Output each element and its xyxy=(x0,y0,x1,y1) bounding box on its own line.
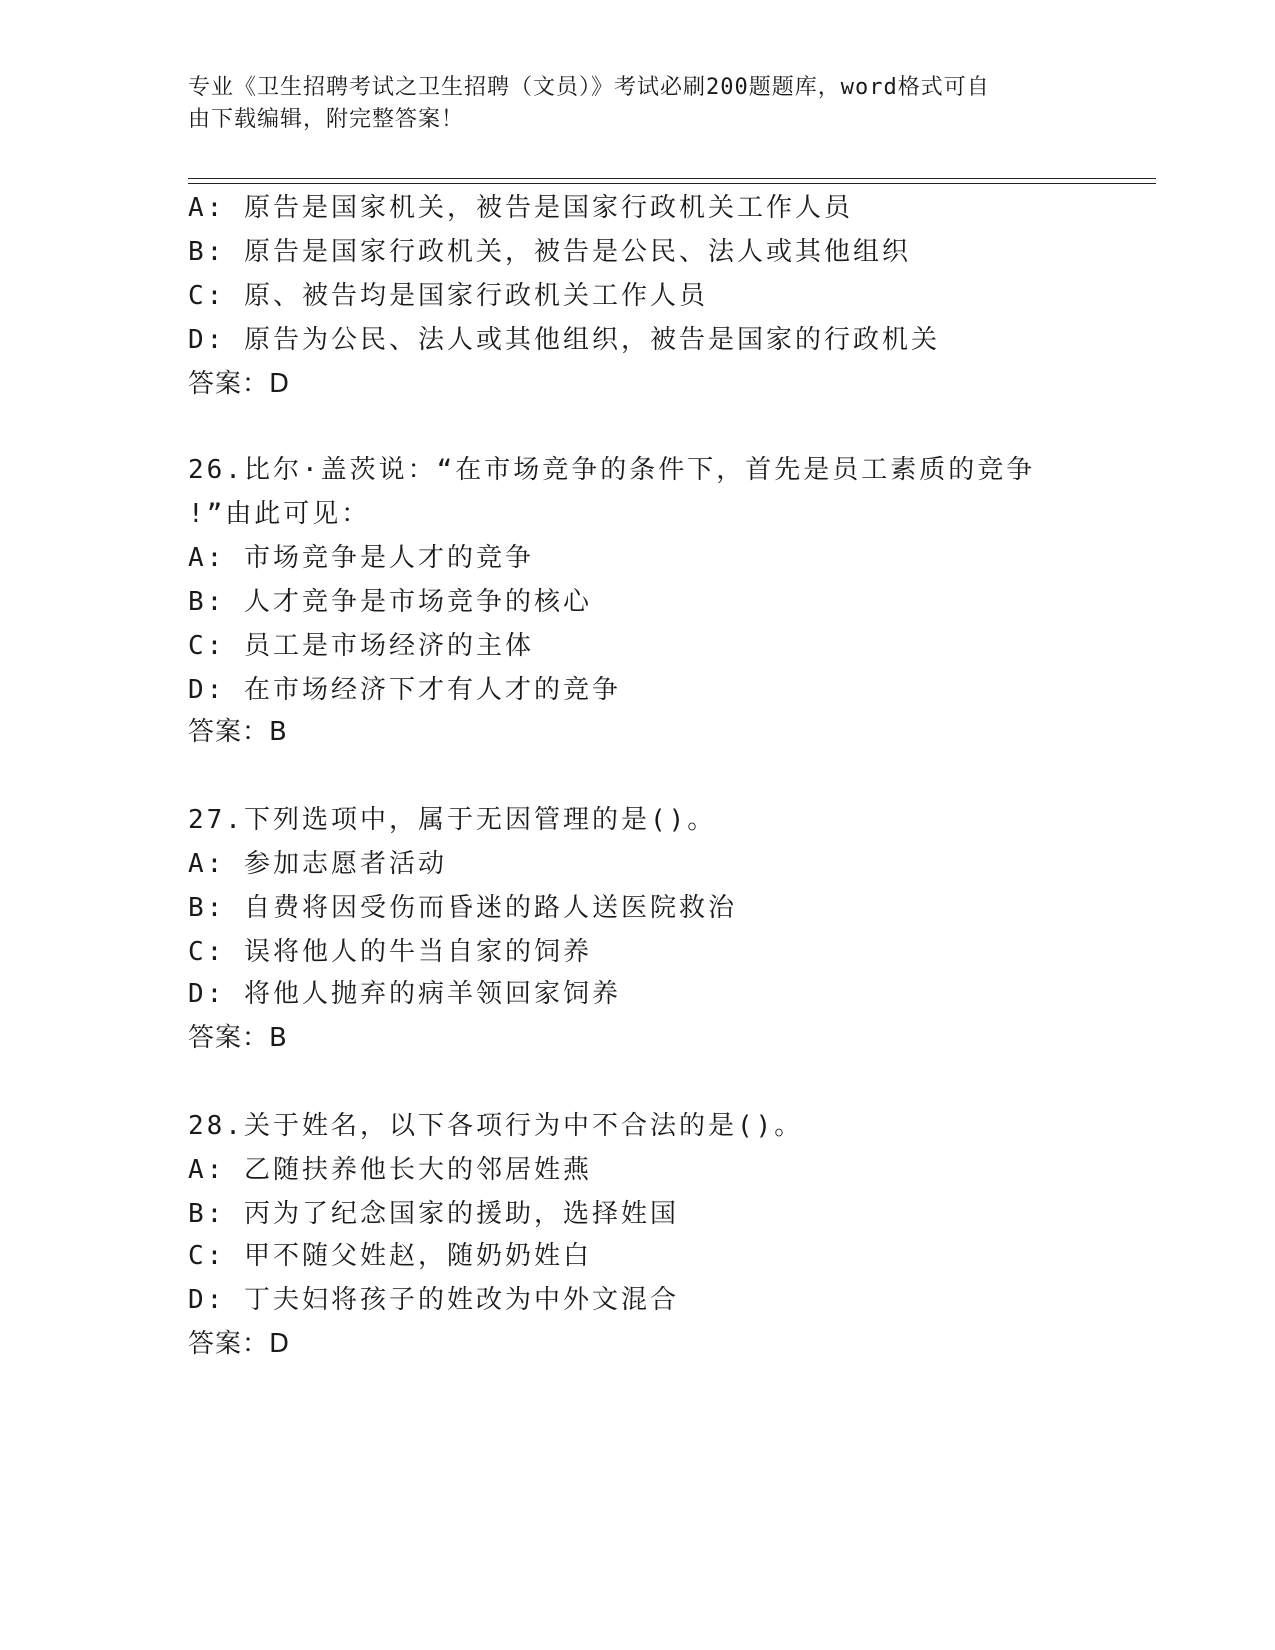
header-line-1: 专业《卫生招聘考试之卫生招聘（文员）》考试必刷200题题库，word格式可自 xyxy=(188,75,990,100)
q26-answer: 答案：B xyxy=(188,717,288,747)
q26-option-a: A: 市场竞争是人才的竞争 xyxy=(188,543,534,573)
q27-option-a: A: 参加志愿者活动 xyxy=(188,849,447,879)
q25-option-a: A: 原告是国家机关，被告是国家行政机关工作人员 xyxy=(188,193,853,223)
q26-option-d: D: 在市场经济下才有人才的竞争 xyxy=(188,675,621,705)
q25-option-c: C: 原、被告均是国家行政机关工作人员 xyxy=(188,281,708,311)
q27-option-d: D: 将他人抛弃的病羊领回家饲养 xyxy=(188,979,621,1009)
q28-option-d: D: 丁夫妇将孩子的姓改为中外文混合 xyxy=(188,1285,679,1315)
q27-option-b: B: 自费将因受伤而昏迷的路人送医院救治 xyxy=(188,893,737,923)
q25-option-d: D: 原告为公民、法人或其他组织，被告是国家的行政机关 xyxy=(188,325,940,355)
q27-option-c: C: 误将他人的牛当自家的饲养 xyxy=(188,937,592,967)
q28-option-a: A: 乙随扶养他长大的邻居姓燕 xyxy=(188,1155,592,1185)
q27-stem: 27.下列选项中，属于无因管理的是()。 xyxy=(188,805,717,835)
header-rule-top xyxy=(188,178,1156,179)
q26-stem-line-2: !”由此可见： xyxy=(188,499,371,529)
header-rule-bottom xyxy=(188,183,1156,184)
q28-option-c: C: 甲不随父姓赵，随奶奶姓白 xyxy=(188,1241,592,1271)
q25-answer: 答案：D xyxy=(188,369,291,399)
q26-option-b: B: 人才竞争是市场竞争的核心 xyxy=(188,587,592,617)
q26-option-c: C: 员工是市场经济的主体 xyxy=(188,631,534,661)
q27-answer: 答案：B xyxy=(188,1023,288,1053)
document-header xyxy=(188,72,1088,136)
header-line-2: 由下载编辑，附完整答案！ xyxy=(188,107,465,132)
q28-answer: 答案：D xyxy=(188,1329,291,1359)
q28-stem: 28.关于姓名，以下各项行为中不合法的是()。 xyxy=(188,1111,804,1141)
q26-stem-line-1: 26.比尔·盖茨说：“在市场竞争的条件下，首先是员工素质的竞争 xyxy=(188,455,1036,485)
q28-option-b: B: 丙为了纪念国家的援助，选择姓国 xyxy=(188,1199,679,1229)
q25-option-b: B: 原告是国家行政机关，被告是公民、法人或其他组织 xyxy=(188,237,911,267)
